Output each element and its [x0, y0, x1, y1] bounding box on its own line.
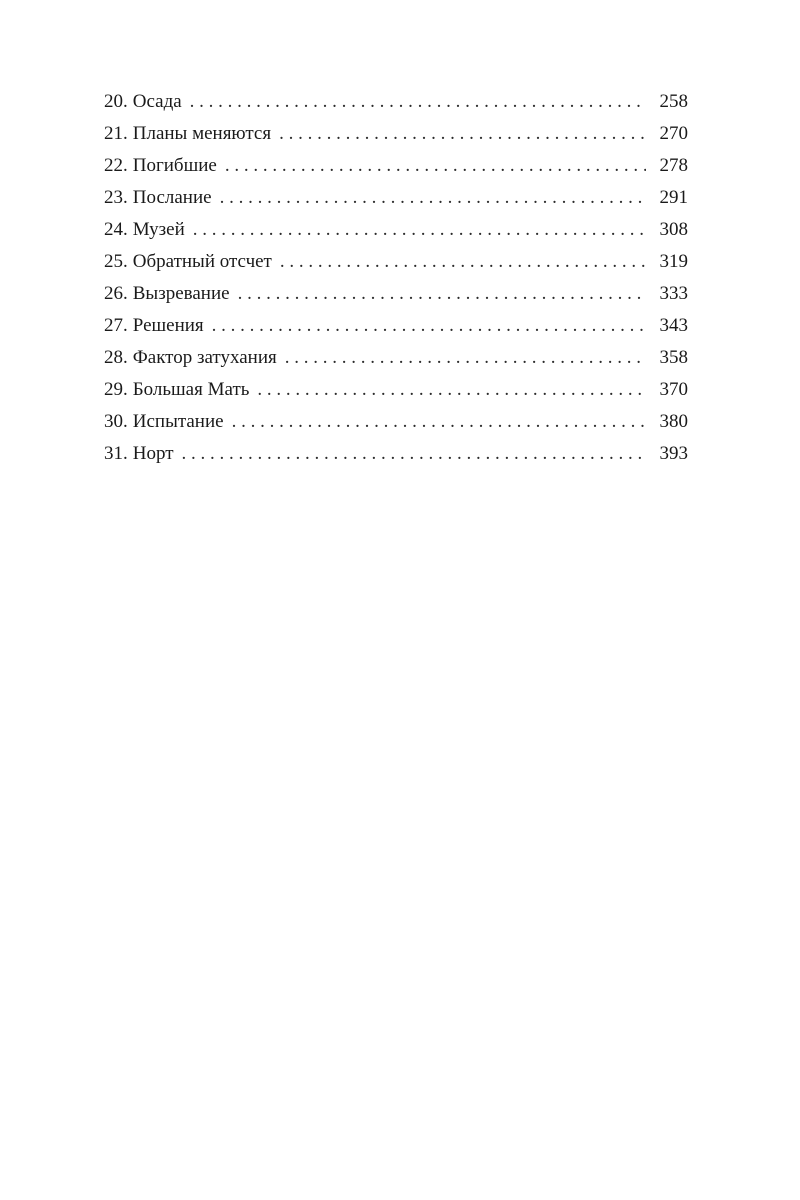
toc-entry[interactable]	[104, 86, 688, 118]
dot-leader	[279, 118, 646, 150]
chapter-title: Решения	[132, 315, 204, 336]
chapter-title: Норт	[132, 443, 174, 464]
page-number: 308	[659, 219, 688, 240]
chapter-title: Погибшие	[132, 155, 217, 176]
dot-leader	[232, 406, 646, 438]
toc-entry[interactable]	[104, 246, 688, 278]
chapter-number: 24.	[104, 219, 128, 240]
page-number: 343	[659, 315, 688, 336]
dot-leader	[220, 182, 646, 214]
chapter-number: 26.	[104, 283, 128, 304]
page-number: 358	[659, 347, 688, 368]
chapter-number: 21.	[104, 123, 128, 144]
chapter-number: 27.	[104, 315, 128, 336]
toc-entry[interactable]	[104, 182, 688, 214]
chapter-number: 25.	[104, 251, 128, 272]
toc-entry[interactable]	[104, 278, 688, 310]
page-number: 278	[659, 155, 688, 176]
chapter-number: 22.	[104, 155, 128, 176]
page-number: 333	[659, 283, 688, 304]
page-number: 258	[659, 91, 688, 112]
toc-entry[interactable]	[104, 438, 688, 470]
dot-leader	[280, 246, 646, 278]
dot-leader	[257, 374, 646, 406]
dot-leader	[238, 278, 646, 310]
page-number: 370	[659, 379, 688, 400]
chapter-title: Обратный отсчет	[132, 251, 272, 272]
page-number: 270	[659, 123, 688, 144]
page-number: 291	[659, 187, 688, 208]
dot-leader	[182, 438, 646, 470]
chapter-title: Осада	[132, 91, 182, 112]
chapter-number: 31.	[104, 443, 128, 464]
chapter-title: Планы меняются	[132, 123, 272, 144]
toc-entry[interactable]	[104, 118, 688, 150]
chapter-title: Вызревание	[132, 283, 230, 304]
chapter-number: 20.	[104, 91, 128, 112]
toc-entry[interactable]	[104, 342, 688, 374]
chapter-title: Послание	[132, 187, 212, 208]
dot-leader	[193, 214, 646, 246]
table-of-contents	[104, 86, 688, 470]
chapter-title: Фактор затухания	[132, 347, 277, 368]
dot-leader	[212, 310, 646, 342]
chapter-number: 29.	[104, 379, 128, 400]
chapter-number: 28.	[104, 347, 128, 368]
toc-entry[interactable]	[104, 310, 688, 342]
toc-entry[interactable]	[104, 374, 688, 406]
toc-entry[interactable]	[104, 406, 688, 438]
dot-leader	[190, 86, 646, 118]
chapter-number: 30.	[104, 411, 128, 432]
page-number: 393	[659, 443, 688, 464]
chapter-number: 23.	[104, 187, 128, 208]
dot-leader	[225, 150, 646, 182]
toc-entry[interactable]	[104, 150, 688, 182]
page-number: 380	[659, 411, 688, 432]
page-number: 319	[659, 251, 688, 272]
chapter-title: Большая Мать	[132, 379, 250, 400]
dot-leader	[285, 342, 646, 374]
chapter-title: Испытание	[132, 411, 224, 432]
toc-entry[interactable]	[104, 214, 688, 246]
chapter-title: Музей	[132, 219, 185, 240]
